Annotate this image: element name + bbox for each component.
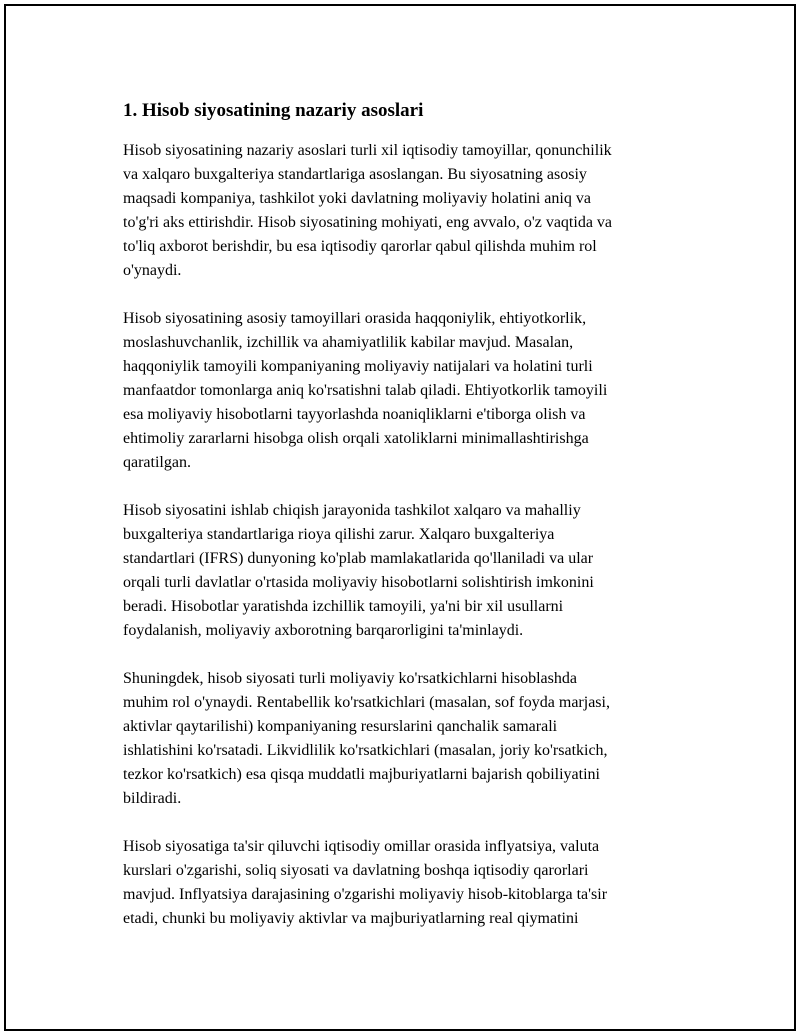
text-line: mavjud. Inflyatsiya darajasining o'zgarishi moliyaviy hisob-kitoblarga ta'sir xyxy=(123,886,608,903)
text-line: buxgalteriya standartlariga rioya qilishi zarur. Xalqaro buxgalteriya xyxy=(123,526,555,543)
text-line: foydalanish, moliyaviy axborotning barqarorligini ta'minlaydi. xyxy=(123,622,524,639)
text-line: manfaatdor tomonlarga aniq ko'rsatishni talab qiladi. Ehtiyotkorlik tamoyili xyxy=(123,382,608,399)
text-line: Hisob siyosatining nazariy asoslari turli xil iqtisodiy tamoyillar, qonunchilik xyxy=(123,142,612,159)
text-line: orqali turli davlatlar o'rtasida moliyaviy hisobotlarni solishtirish imkonini xyxy=(123,574,594,591)
text-line: bildiradi. xyxy=(123,790,182,807)
text-line: qaratilgan. xyxy=(123,454,191,471)
paragraph xyxy=(123,835,693,931)
text-line: haqqoniylik tamoyili kompaniyaning moliyaviy natijalari va holatini turli xyxy=(123,358,593,375)
text-line: kurslari o'zgarishi, soliq siyosati va davlatning boshqa iqtisodiy qarorlari xyxy=(123,862,589,879)
document-body xyxy=(123,98,693,955)
paragraph xyxy=(123,139,693,283)
paragraph xyxy=(123,307,693,475)
paragraph xyxy=(123,667,693,811)
text-line: ehtimoliy zararlarni hisobga olish orqali xatoliklarni minimallashtirishga xyxy=(123,430,589,447)
text-line: etadi, chunki bu moliyaviy aktivlar va majburiyatlarning real qiymatini xyxy=(123,910,579,927)
text-line: to'liq axborot berishdir, bu esa iqtisodiy qarorlar qabul qilishda muhim rol xyxy=(123,238,597,255)
text-line: standartlari (IFRS) dunyoning ko'plab mamlakatlarida qo'llaniladi va ular xyxy=(123,550,594,567)
section-heading: 1. Hisob siyosatining nazariy asoslari xyxy=(123,100,424,121)
text-line: muhim rol o'ynaydi. Rentabellik ko'rsatkichlari (masalan, sof foyda marjasi, xyxy=(123,694,610,711)
text-line: tezkor ko'rsatkich) esa qisqa muddatli majburiyatlarni bajarish qobiliyatini xyxy=(123,766,600,783)
text-line: Shuningdek, hisob siyosati turli moliyaviy ko'rsatkichlarni hisoblashda xyxy=(123,670,577,687)
text-line: o'ynaydi. xyxy=(123,262,182,279)
text-line: esa moliyaviy hisobotlarni tayyorlashda noaniqliklarni e'tiborga olish va xyxy=(123,406,586,423)
text-line: maqsadi kompaniya, tashkilot yoki davlatning moliyaviy holatini aniq va xyxy=(123,190,591,207)
paragraph xyxy=(123,499,693,643)
text-line: to'g'ri aks ettirishdir. Hisob siyosatining mohiyati, eng avvalo, o'z vaqtida va xyxy=(123,214,613,231)
text-line: Hisob siyosatining asosiy tamoyillari orasida haqqoniylik, ehtiyotkorlik, xyxy=(123,310,587,327)
text-line: moslashuvchanlik, izchillik va ahamiyatlilik kabilar mavjud. Masalan, xyxy=(123,334,574,351)
text-line: va xalqaro buxgalteriya standartlariga asoslangan. Bu siyosatning asosiy xyxy=(123,166,587,183)
text-line: Hisob siyosatini ishlab chiqish jarayonida tashkilot xalqaro va mahalliy xyxy=(123,502,581,519)
text-line: aktivlar qaytarilishi) kompaniyaning resurslarini qanchalik samarali xyxy=(123,718,558,735)
text-line: beradi. Hisobotlar yaratishda izchillik tamoyili, ya'ni bir xil usullarni xyxy=(123,598,564,615)
text-line: ishlatishini ko'rsatadi. Likvidlilik ko'rsatkichlari (masalan, joriy ko'rsatkich, xyxy=(123,742,608,759)
text-line: Hisob siyosatiga ta'sir qiluvchi iqtisodiy omillar orasida inflyatsiya, valuta xyxy=(123,838,600,855)
page-frame xyxy=(4,4,796,1031)
